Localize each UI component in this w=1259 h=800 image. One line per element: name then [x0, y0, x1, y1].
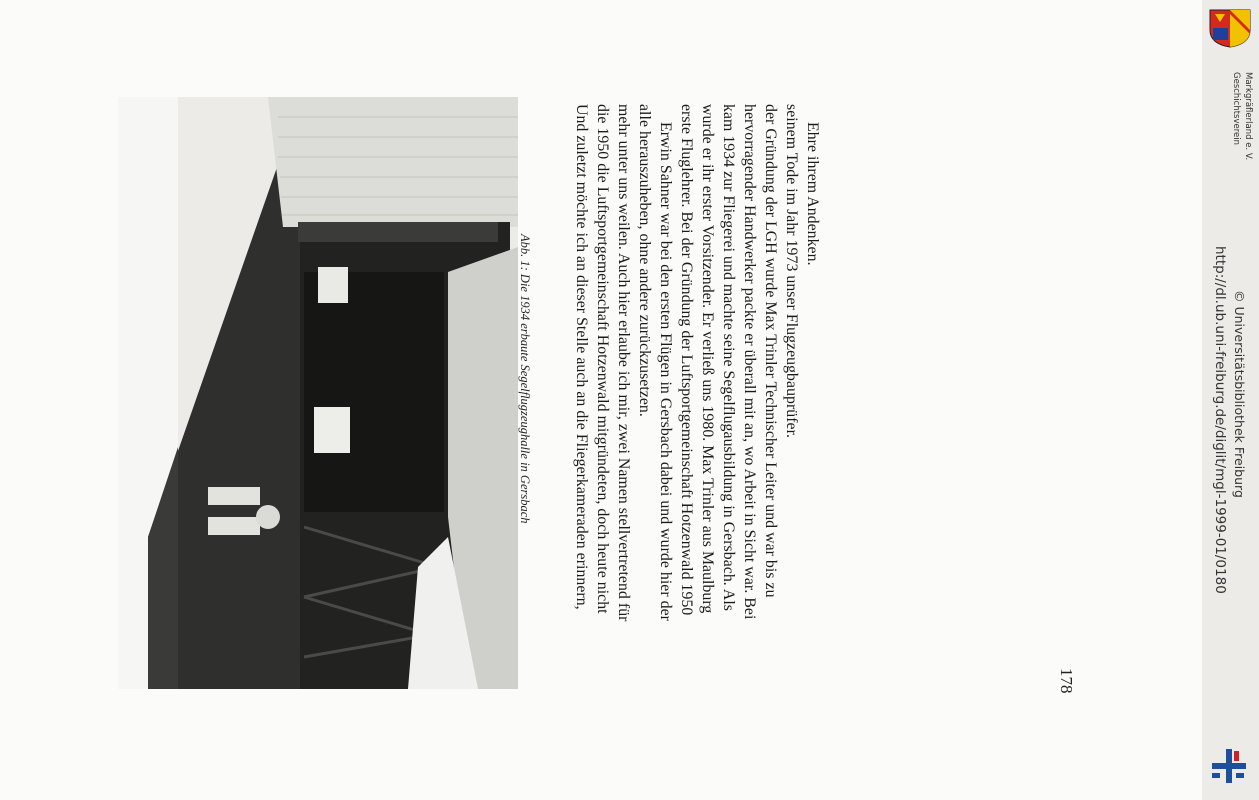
- text-line: mehr unter uns weilen. Auch hier erlaube ich mir, zwei Namen stellvertretend für: [615, 104, 632, 622]
- society-name-line2: Markgräflerland e. V.: [1243, 72, 1253, 161]
- text-line: hervorragender Handwerker packte er überall mit an, wo Arbeit in Sicht war. Bei: [741, 104, 758, 620]
- text-line: Ehre ihrem Andenken.: [804, 122, 821, 266]
- text-line: die 1950 die Luftsportgemeinschaft Hotzenwald mitgründeten, doch heute nicht: [594, 104, 611, 614]
- text-line: erste Fluglehrer. Bei der Gründung der Luftsportgemeinschaft Hotzenwald 1950: [678, 104, 695, 616]
- society-name-line1: Geschichtsverein: [1231, 72, 1241, 146]
- text-line: wurde er ihr erster Vorsitzender. Er verließ uns 1980. Max Trinler aus Maulburg: [699, 104, 716, 614]
- ub-freiburg-logo-icon: [1208, 745, 1250, 787]
- text-line: alle herauszuheben, ohne andere zurückzusetzen.: [636, 104, 653, 417]
- permalink-url[interactable]: http://dl.ub.uni-freiburg.de/diglit/mgl-1999-01/0180: [1212, 246, 1228, 594]
- society-crest-icon: [1207, 8, 1253, 48]
- text-line: kam 1934 zur Fliegerei und machte seine Segelflugausbildung in Gersbach. Als: [720, 104, 737, 611]
- text-line: der Gründung der LGH wurde Max Trinler Technischer Leiter und war bis zu: [762, 104, 779, 598]
- copyright-notice: © Universitätsbibliothek Freiburg: [1232, 290, 1247, 498]
- text-line: Erwin Sahner war bei den ersten Flügen in Gersbach dabei und wurde hier der: [657, 122, 674, 621]
- figure-caption: Abb. 1: Die 1934 erbaute Segelflugzeughalle in Gersbach: [518, 234, 532, 524]
- hangar-photo-drawing: [118, 97, 518, 689]
- text-line: seinem Tode im Jahr 1973 unser Flugzeugbauprüfer.: [783, 104, 800, 439]
- hangar-photo: [118, 97, 518, 689]
- text-line: Und zuletzt möchte ich an dieser Stelle auch an die Fliegerkameraden erinnern,: [573, 104, 590, 610]
- page-number: 178: [1057, 668, 1076, 694]
